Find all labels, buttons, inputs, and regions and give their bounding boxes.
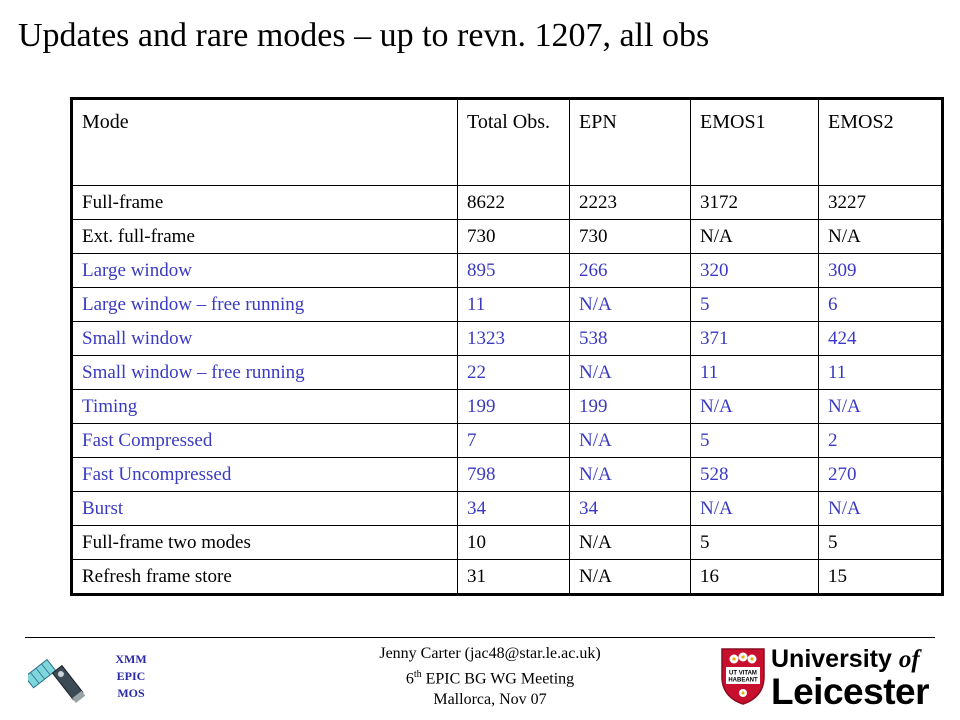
- meeting-ordinal: th: [413, 669, 422, 680]
- cell-total: 22: [458, 356, 570, 390]
- cell-emos1: 5: [691, 424, 819, 458]
- cell-epn: N/A: [570, 560, 691, 595]
- cell-emos1: 5: [691, 288, 819, 322]
- cell-emos1: N/A: [691, 492, 819, 526]
- cell-mode: Full-frame two modes: [72, 526, 458, 560]
- cell-emos1: 16: [691, 560, 819, 595]
- cell-emos2: N/A: [819, 492, 943, 526]
- cell-mode: Ext. full-frame: [72, 220, 458, 254]
- crest-motto-line-1: UT VITAM: [729, 670, 757, 677]
- university-line-1: [771, 646, 929, 673]
- cell-emos1: 371: [691, 322, 819, 356]
- university-crest-icon: [720, 647, 766, 705]
- xmm-epic-mos-logo: [104, 651, 158, 702]
- cell-mode: Large window – free running: [72, 288, 458, 322]
- slide-title: Updates and rare modes – up to revn. 1207, all obs: [18, 17, 710, 54]
- header-emos2: EMOS2: [819, 99, 943, 186]
- cell-total: 1323: [458, 322, 570, 356]
- cell-epn: N/A: [570, 424, 691, 458]
- table-row: [72, 254, 943, 288]
- logo-line-mos: MOS: [117, 686, 145, 700]
- cell-emos2: 11: [819, 356, 943, 390]
- cell-mode: Large window: [72, 254, 458, 288]
- cell-total: 199: [458, 390, 570, 424]
- meeting-number: 6: [405, 670, 414, 688]
- cell-mode: Small window: [72, 322, 458, 356]
- table-row: [72, 288, 943, 322]
- footer-author: Jenny Carter (jac48@star.le.ac.uk): [379, 645, 601, 662]
- cell-epn: 730: [570, 220, 691, 254]
- table-row: [72, 390, 943, 424]
- header-epn: EPN: [570, 99, 691, 186]
- cell-emos1: 320: [691, 254, 819, 288]
- satellite-icon: [28, 643, 100, 713]
- cell-emos2: 424: [819, 322, 943, 356]
- cell-epn: 2223: [570, 186, 691, 220]
- cell-mode: Timing: [72, 390, 458, 424]
- cell-epn: N/A: [570, 356, 691, 390]
- cell-epn: N/A: [570, 526, 691, 560]
- logo-line-xmm: XMM: [115, 652, 147, 666]
- cell-mode: Full-frame: [72, 186, 458, 220]
- cell-emos2: 309: [819, 254, 943, 288]
- table-row: [72, 458, 943, 492]
- cell-total: 31: [458, 560, 570, 595]
- cell-total: 11: [458, 288, 570, 322]
- cell-emos2: 6: [819, 288, 943, 322]
- cell-emos2: 3227: [819, 186, 943, 220]
- university-word: University: [771, 645, 892, 673]
- logo-line-epic: EPIC: [116, 669, 146, 683]
- table-row: [72, 424, 943, 458]
- footer-credits: [330, 643, 650, 710]
- table-row: [72, 220, 943, 254]
- cell-epn: N/A: [570, 288, 691, 322]
- table-row: [72, 356, 943, 390]
- cell-total: 34: [458, 492, 570, 526]
- crest-motto-line-2: HABEANT: [728, 677, 758, 684]
- cell-emos2: N/A: [819, 390, 943, 424]
- cell-emos2: N/A: [819, 220, 943, 254]
- table-row: [72, 322, 943, 356]
- cell-epn: N/A: [570, 458, 691, 492]
- cell-total: 895: [458, 254, 570, 288]
- table-row: [72, 526, 943, 560]
- footer-divider: [25, 637, 935, 638]
- cell-mode: Fast Compressed: [72, 424, 458, 458]
- header-emos1: EMOS1: [691, 99, 819, 186]
- cell-epn: 538: [570, 322, 691, 356]
- table-row: [72, 560, 943, 595]
- header-total-obs: Total Obs.: [458, 99, 570, 186]
- cell-emos2: 15: [819, 560, 943, 595]
- cell-epn: 34: [570, 492, 691, 526]
- cell-emos2: 5: [819, 526, 943, 560]
- cell-mode: Fast Uncompressed: [72, 458, 458, 492]
- meeting-name: EPIC BG WG Meeting: [421, 670, 575, 688]
- cell-total: 7: [458, 424, 570, 458]
- cell-emos1: N/A: [691, 390, 819, 424]
- university-wordmark: [771, 646, 929, 711]
- table-header-row: [72, 99, 943, 186]
- cell-emos1: 5: [691, 526, 819, 560]
- header-mode: Mode: [72, 99, 458, 186]
- cell-total: 730: [458, 220, 570, 254]
- university-of: of: [898, 646, 920, 673]
- university-line-2: Leicester: [771, 671, 929, 712]
- cell-epn: 266: [570, 254, 691, 288]
- footer-meeting: [330, 664, 650, 689]
- cell-emos2: 2: [819, 424, 943, 458]
- modes-table: [70, 97, 944, 596]
- cell-mode: Small window – free running: [72, 356, 458, 390]
- cell-total: 8622: [458, 186, 570, 220]
- cell-emos1: 3172: [691, 186, 819, 220]
- footer-venue: Mallorca, Nov 07: [433, 691, 547, 709]
- table-row: [72, 492, 943, 526]
- cell-mode: Burst: [72, 492, 458, 526]
- cell-mode: Refresh frame store: [72, 560, 458, 595]
- table-row: [72, 186, 943, 220]
- cell-epn: 199: [570, 390, 691, 424]
- cell-emos2: 270: [819, 458, 943, 492]
- cell-total: 798: [458, 458, 570, 492]
- cell-emos1: N/A: [691, 220, 819, 254]
- cell-emos1: 11: [691, 356, 819, 390]
- cell-total: 10: [458, 526, 570, 560]
- cell-emos1: 528: [691, 458, 819, 492]
